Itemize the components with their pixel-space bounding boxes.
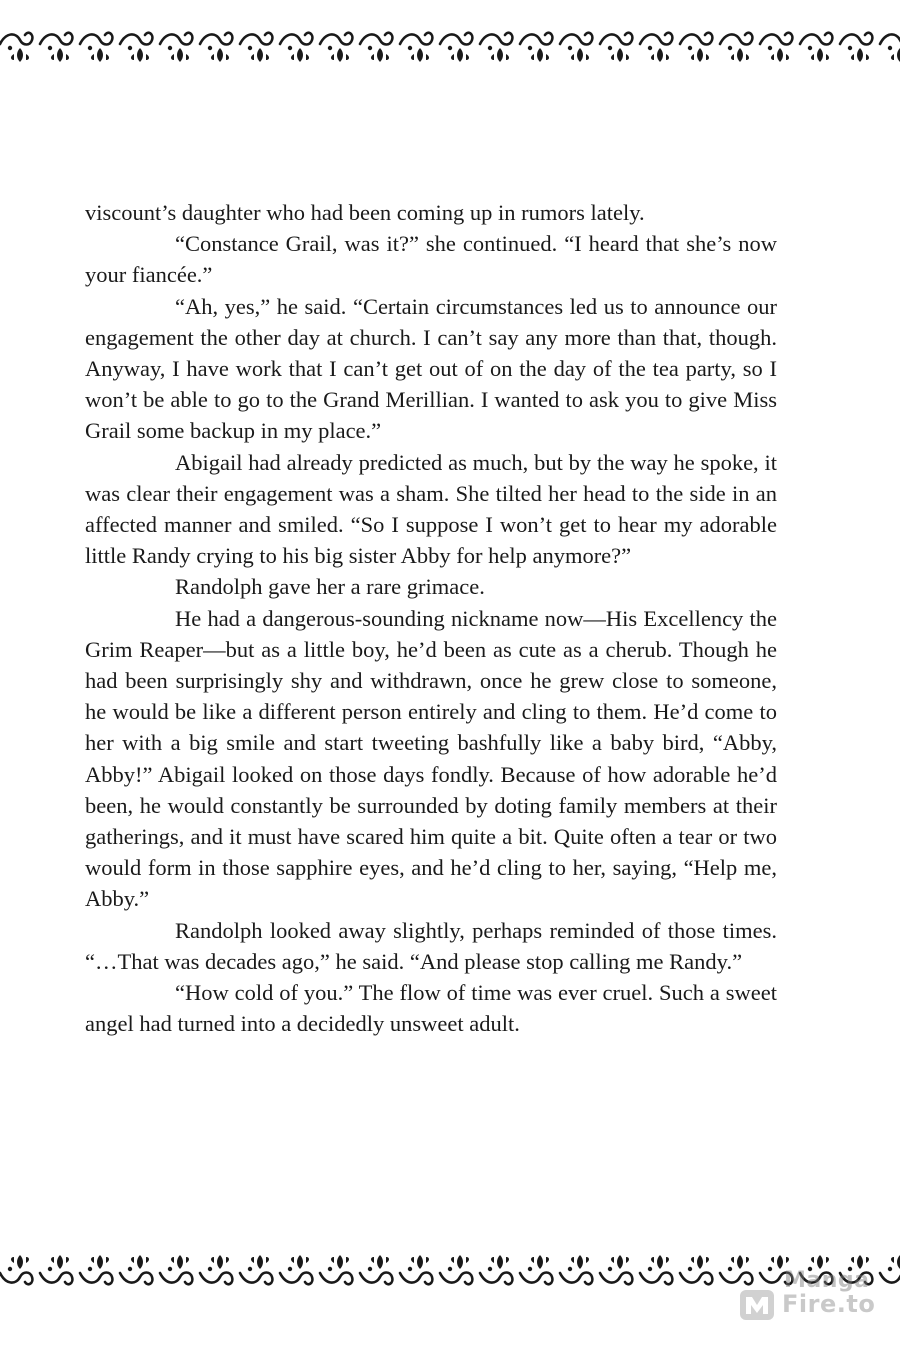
paragraph-1: viscount’s daughter who had been coming up in rumors lately.	[85, 200, 645, 225]
page-text	[85, 197, 777, 1039]
ornament-motif	[0, 1255, 72, 1284]
ornament-motif	[160, 1255, 232, 1284]
paragraph-3: “Ah, yes,” he said. “Certain circumstances led us to announce our engagement the other day at church. I can’t say any more than that, though. Anyway, I have work that I can’t get out of on the day of the tea party, so I won’t be able to go to the Grand Merillian. I wanted to ask you to give Miss Grail some backup in my place.”	[85, 293, 777, 444]
top-ornamental-border	[0, 22, 900, 74]
ornament-motif	[400, 33, 472, 62]
paragraph-5: Randolph gave her a rare grimace.	[175, 574, 485, 600]
ornament-motif	[0, 33, 72, 62]
watermark-logo-icon	[738, 1286, 776, 1324]
ornament-motif	[320, 33, 392, 62]
ornament-motif	[880, 33, 900, 62]
ornament-motif	[400, 1255, 472, 1284]
ornament-motif	[480, 33, 552, 62]
ornament-motif	[560, 1255, 632, 1284]
watermark-line-1: Manga	[784, 1268, 870, 1293]
site-watermark	[738, 1268, 888, 1328]
ornament-motif	[240, 33, 312, 62]
ornament-motif	[720, 33, 792, 62]
paragraph-2: “Constance Grail, was it?” she continued. “I heard that she’s now your fiancée.”	[85, 231, 777, 288]
ornament-motif	[160, 33, 232, 62]
paragraph-6: He had a dangerous-sounding nickname now—His Excellency the Grim Reaper—but as a little boy, he’d been as cute as a cherub. Though he had been surprisingly shy and withdrawn, once he grew close to someone, he would be like a different person entirely and cling to them. He’d come to her with a big smile and start tweeting bashfully like a baby bird, “Abby, Abby!” Abigail looked on those days fondly. Because of how adorable he’d been, he would constantly be surrounded by doting family members at their gatherings, and it must have scared him quite a bit. Quite often a tear or two would form in those sapphire eyes, and he’d cling to her, saying, “Help me, Abby.”	[85, 605, 777, 912]
ornament-motif	[560, 33, 632, 62]
ornament-motif	[800, 33, 872, 62]
ornament-motif	[320, 1255, 392, 1284]
paragraph-7: Randolph looked away slightly, perhaps reminded of those times. “…That was decades ago,” he said. “And please stop calling me Randy.”	[85, 917, 777, 974]
ornament-motif	[240, 1255, 312, 1284]
watermark-line-2: Fire.to	[782, 1290, 876, 1318]
paragraph-4: Abigail had already predicted as much, but by the way he spoke, it was clear their engagement was a sham. She tilted her head to the side in an affected manner and smiled. “So I suppose I won’t get to hear my adorable little Randy crying to his big sister Abby for help anymore?”	[85, 449, 777, 569]
ornament-motif	[80, 1255, 152, 1284]
ornament-motif	[640, 1255, 712, 1284]
ornament-motif	[80, 33, 152, 62]
ornament-motif	[480, 1255, 552, 1284]
paragraph-8: “How cold of you.” The flow of time was ever cruel. Such a sweet angel had turned into a decidedly unsweet adult.	[85, 980, 777, 1037]
ornament-motif	[640, 33, 712, 62]
